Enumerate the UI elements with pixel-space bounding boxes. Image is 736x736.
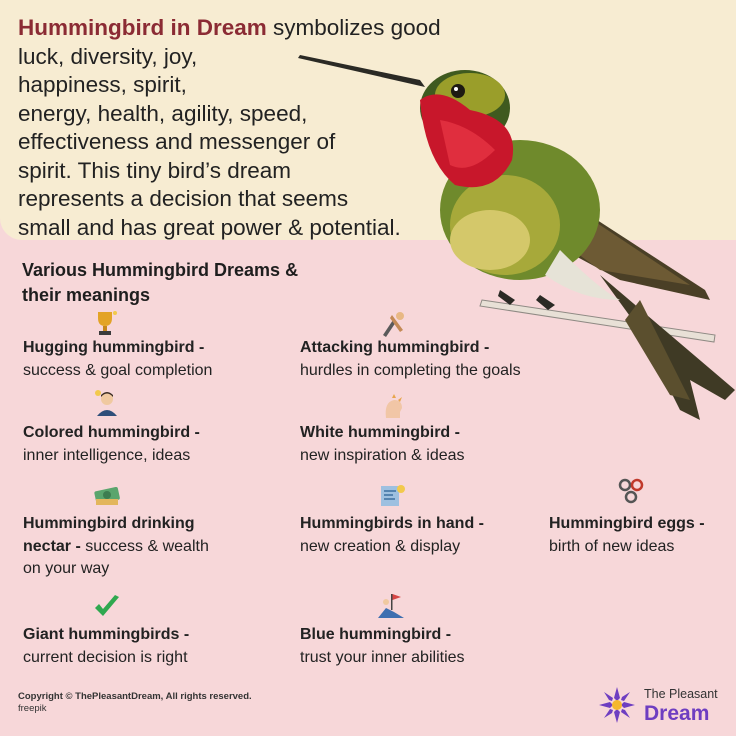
item-title: Hummingbirds in hand - (300, 515, 484, 532)
item-description: inner intelligence, ideas (23, 446, 191, 464)
list-item-white (300, 422, 465, 467)
item-title: Hummingbird eggs - (549, 515, 705, 532)
section-title (22, 258, 352, 308)
money-icon (92, 480, 122, 510)
intro-lead: Hummingbird in Dream (18, 15, 267, 40)
intro-line-5: spirit. This tiny bird’s dream (18, 157, 292, 183)
section-title-line-2: their meanings (22, 285, 151, 305)
list-item-blue (300, 624, 465, 669)
item-title: Attacking hummingbird - (300, 339, 490, 356)
item-title: Giant hummingbirds - (23, 626, 190, 643)
idea-person-icon (92, 388, 122, 418)
item-description: success & goal completion (23, 361, 213, 379)
intro-line-3: energy, health, agility, speed, (18, 100, 308, 126)
head-spark-icon (378, 392, 408, 422)
item-description: birth of new ideas (549, 537, 675, 555)
item-description: new creation & display (300, 537, 461, 555)
list-item-colored (23, 422, 200, 467)
gears-icon (616, 476, 646, 506)
item-description: success & wealth (80, 537, 209, 555)
item-title: White hummingbird - (300, 424, 460, 441)
checkmark-icon (92, 592, 122, 622)
climber-flag-icon (376, 590, 406, 620)
credit-text: freepik (18, 703, 47, 714)
item-title: Hugging hummingbird - (23, 339, 205, 356)
item-description: hurdles in completing the goals (300, 361, 521, 379)
item-description: current decision is right (23, 648, 188, 666)
list-item-eggs (549, 513, 705, 558)
list-item-in-hand (300, 513, 484, 558)
intro-line-6: represents a decision that seems (18, 186, 349, 211)
item-description: trust your inner abilities (300, 648, 465, 666)
brand-name (644, 686, 718, 726)
blueprint-icon (378, 481, 408, 511)
list-item-hugging (23, 337, 212, 382)
intro-line-4: effectiveness and messenger of (18, 129, 336, 154)
brand-line-2: Dream (644, 702, 710, 725)
list-item-drinking-nectar (23, 513, 209, 581)
intro-line-2: happiness, spirit, (18, 72, 187, 97)
item-title: Hummingbird drinking (23, 515, 195, 532)
tools-icon (378, 310, 408, 340)
intro-line-1: symbolizes good luck, diversity, joy, (18, 15, 441, 69)
trophy-icon (90, 308, 120, 338)
item-description: new inspiration & ideas (300, 446, 465, 464)
section-title-line-1: Various Hummingbird Dreams & (22, 260, 299, 280)
intro-line-7: small and has great power & potential. (18, 214, 401, 240)
list-item-attacking (300, 337, 521, 382)
copyright-text: Copyright © ThePleasantDream, All rights reserved. (18, 691, 252, 702)
item-title-cont: nectar - (23, 537, 81, 555)
item-description-cont: on your way (23, 560, 110, 577)
footer (18, 691, 252, 715)
item-title: Blue hummingbird - (300, 626, 452, 643)
brand-logo-icon (598, 686, 636, 724)
list-item-giant (23, 624, 189, 669)
item-title: Colored hummingbird - (23, 424, 200, 441)
brand-line-1: The Pleasant (644, 687, 718, 701)
